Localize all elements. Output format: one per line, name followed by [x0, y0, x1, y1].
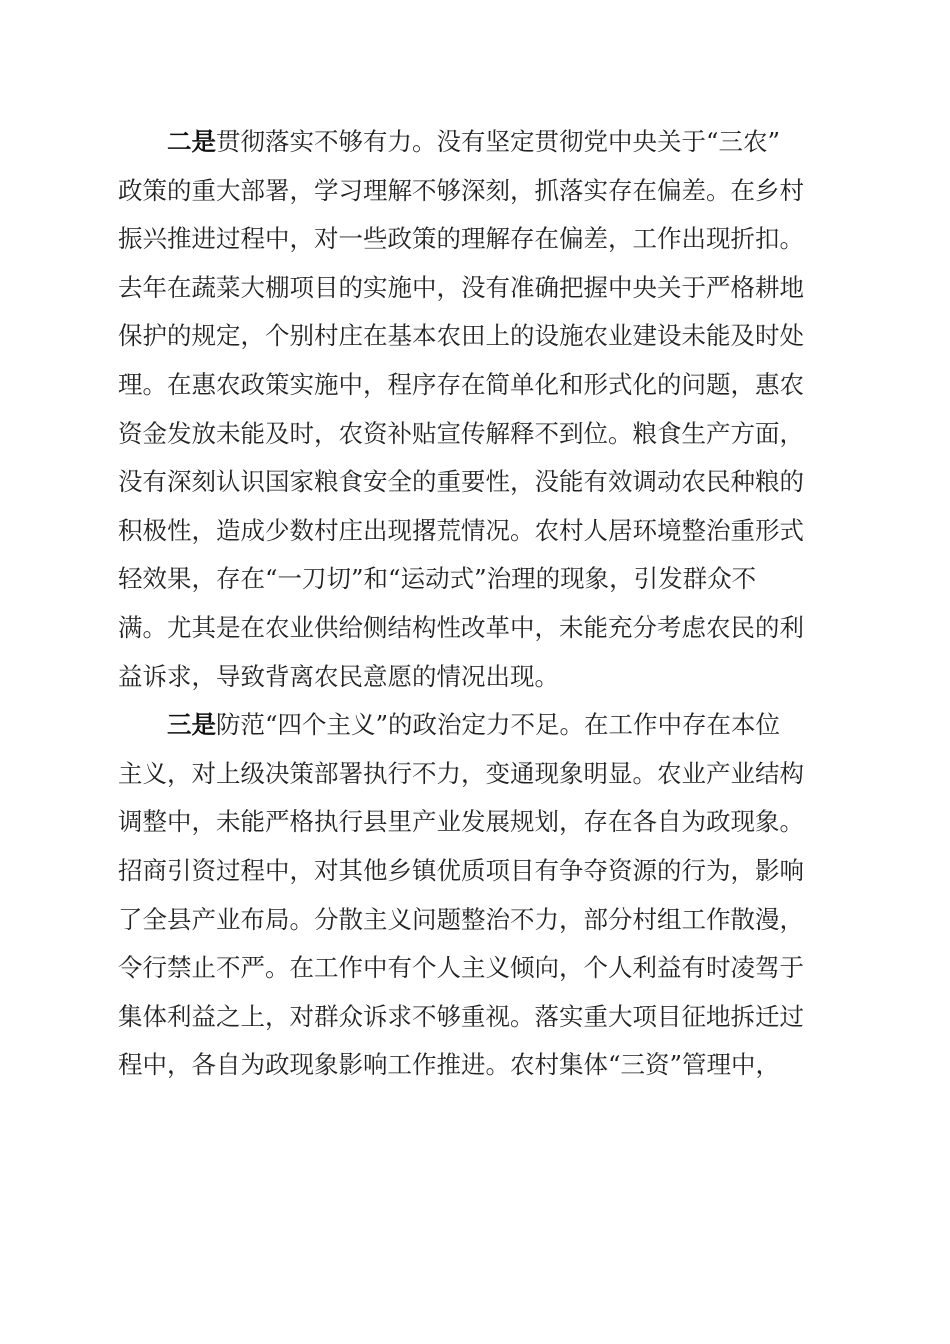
paragraph-line: 益诉求，导致背离农民意愿的情况出现。 — [118, 661, 559, 691]
paragraph-line: 去年在蔬菜大棚项目的实施中，没有准确把握中央关于严格耕地 — [118, 272, 804, 302]
paragraph-line: 满。尤其是在农业供给侧结构性改革中，未能充分考虑农民的利 — [118, 612, 804, 642]
paragraph-line — [118, 701, 818, 750]
paragraph-text: 贯彻落实不够有力。没有坚定贯彻党中央关于“三农” — [216, 127, 781, 156]
document-body — [118, 118, 818, 1090]
paragraph-line: 保护的规定，个别村庄在基本农田上的设施农业建设未能及时处 — [118, 321, 804, 351]
paragraph-line: 政策的重大部署，学习理解不够深刻，抓落实存在偏差。在乡村 — [118, 175, 804, 205]
paragraph-line: 没有深刻认识国家粮食安全的重要性，没能有效调动农民种粮的 — [118, 467, 804, 497]
paragraph-lead: 二是 — [167, 127, 216, 156]
paragraph-line: 招商引资过程中，对其他乡镇优质项目有争夺资源的行为，影响 — [118, 855, 804, 885]
paragraph-line: 集体利益之上，对群众诉求不够重视。落实重大项目征地拆迁过 — [118, 1001, 804, 1031]
paragraph-line: 了全县产业布局。分散主义问题整治不力，部分村组工作散漫， — [118, 904, 804, 934]
paragraph-text: 防范“四个主义”的政治定力不足。在工作中存在本位 — [216, 710, 781, 740]
paragraph-line: 程中，各自为政现象影响工作推进。农村集体“三资”管理中， — [118, 1050, 781, 1080]
paragraph-line: 振兴推进过程中，对一些政策的理解存在偏差，工作出现折扣。 — [118, 224, 804, 254]
paragraph-line: 调整中，未能严格执行县里产业发展规划，存在各自为政现象。 — [118, 807, 804, 837]
paragraph-line: 主义，对上级决策部署执行不力，变通现象明显。农业产业结构 — [118, 758, 804, 788]
paragraph-line — [118, 118, 818, 167]
paragraph-line: 令行禁止不严。在工作中有个人主义倾向，个人利益有时凌驾于 — [118, 953, 804, 983]
paragraph-line: 轻效果，存在“一刀切”和“运动式”治理的现象，引发群众不 — [118, 564, 757, 594]
paragraph-line: 理。在惠农政策实施中，程序存在简单化和形式化的问题，惠农 — [118, 369, 804, 399]
paragraph-line: 资金发放未能及时，农资补贴宣传解释不到位。粮食生产方面， — [118, 418, 804, 448]
paragraph-lead: 三是 — [167, 710, 216, 740]
paragraph-line: 积极性，造成少数村庄出现撂荒情况。农村人居环境整治重形式 — [118, 515, 804, 545]
